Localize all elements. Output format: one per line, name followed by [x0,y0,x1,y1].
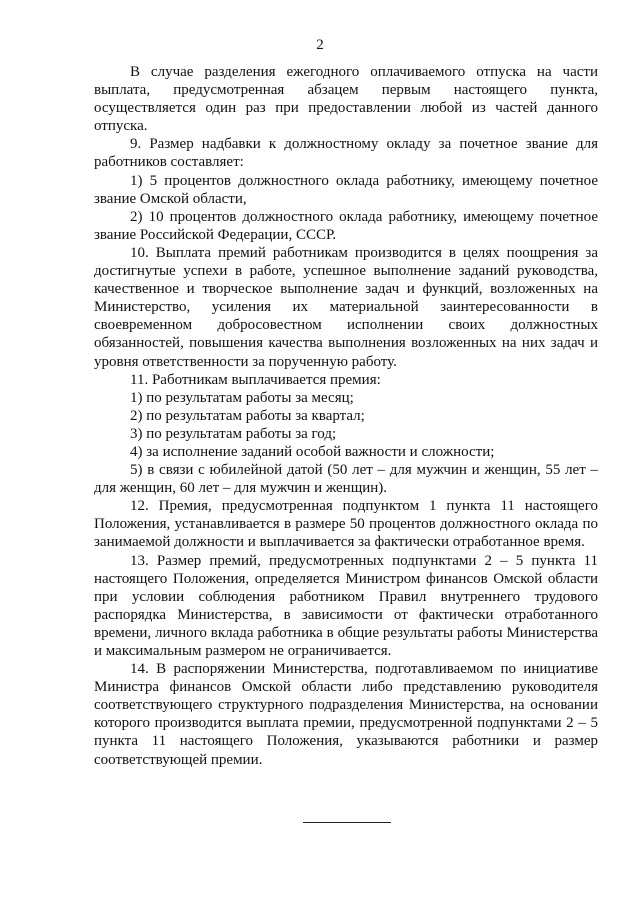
paragraph-12-monthly-bonus: 12. Премия, предусмотренная подпунктом 1 пункта 11 настоящего Положения, устанавливается в размере 50 процентов должностного оклада по занимаемой должности и выплачивается за фактически отработанное время. [94,498,598,551]
bottom-divider-line [303,822,391,823]
paragraph-11-item-2: 2) по результатам работы за квартал; [130,407,365,424]
paragraph-14-ministry-order: 14. В распоряжении Министерства, подготавливаемом по инициативе Министра финансов Омской области либо представлению руководителя соответствующего структурного подразделения Министерства, на основании которого производится выплата премии, предусмотренной подпунктами 2 – 5 пункта 11 настоящего Положения, указываются работники и размер соответствующей премии. [94,661,598,768]
paragraph-11-item-3: 3) по результатам работы за год; [130,425,337,442]
paragraph-13-bonus-amount: 13. Размер премий, предусмотренных подпунктами 2 – 5 пункта 11 настоящего Положения, определяется Министром финансов Омской области при условии соблюдения работником Правил внутреннего трудового распорядка Министерства, в зависимости от фактически отработанного времени, личного вклада работника в общие результаты работы Министерства и максимальным размером не ограничивается. [94,552,598,659]
paragraph-11-item-1: 1) по результатам работы за месяц; [130,389,354,406]
paragraph-9-item-1: 1) 5 процентов должностного оклада работнику, имеющему почетное звание Омской области, [94,172,598,207]
paragraph-10-bonus-purpose: 10. Выплата премий работникам производится в целях поощрения за достигнутые успехи в работе, успешное выполнение заданий руководства, качественное и творческое выполнение задач и функций, возложенных на Министерство, усиления их материальной заинтересованности в своевременном добросовестном исполнении своих должностных обязанностей, повышения качества выполнения возложенных на них задач и уровня ответственности за порученную работу. [94,244,598,370]
paragraph-9-honorary-title-bonus: 9. Размер надбавки к должностному окладу за почетное звание для работников составляет: [94,136,598,171]
paragraph-vacation-split: В случае разделения ежегодного оплачиваемого отпуска на части выплата, предусмотренная абзацем первым настоящего пункта, осуществляется один раз при предоставлении любой из частей данного отпуска. [94,64,598,135]
paragraph-11-item-4: 4) за исполнение заданий особой важности и сложности; [130,443,495,460]
page-number: 2 [316,37,324,53]
paragraph-11-item-5: 5) в связи с юбилейной датой (50 лет – для мужчин и женщин, 55 лет – для женщин, 60 лет – для мужчин и женщин). [94,462,598,497]
document-body [94,63,598,769]
paragraph-11-bonus-types: 11. Работникам выплачивается премия: [130,371,381,388]
paragraph-9-item-2: 2) 10 процентов должностного оклада работнику, имеющему почетное звание Российской Федерации, СССР. [94,208,598,243]
